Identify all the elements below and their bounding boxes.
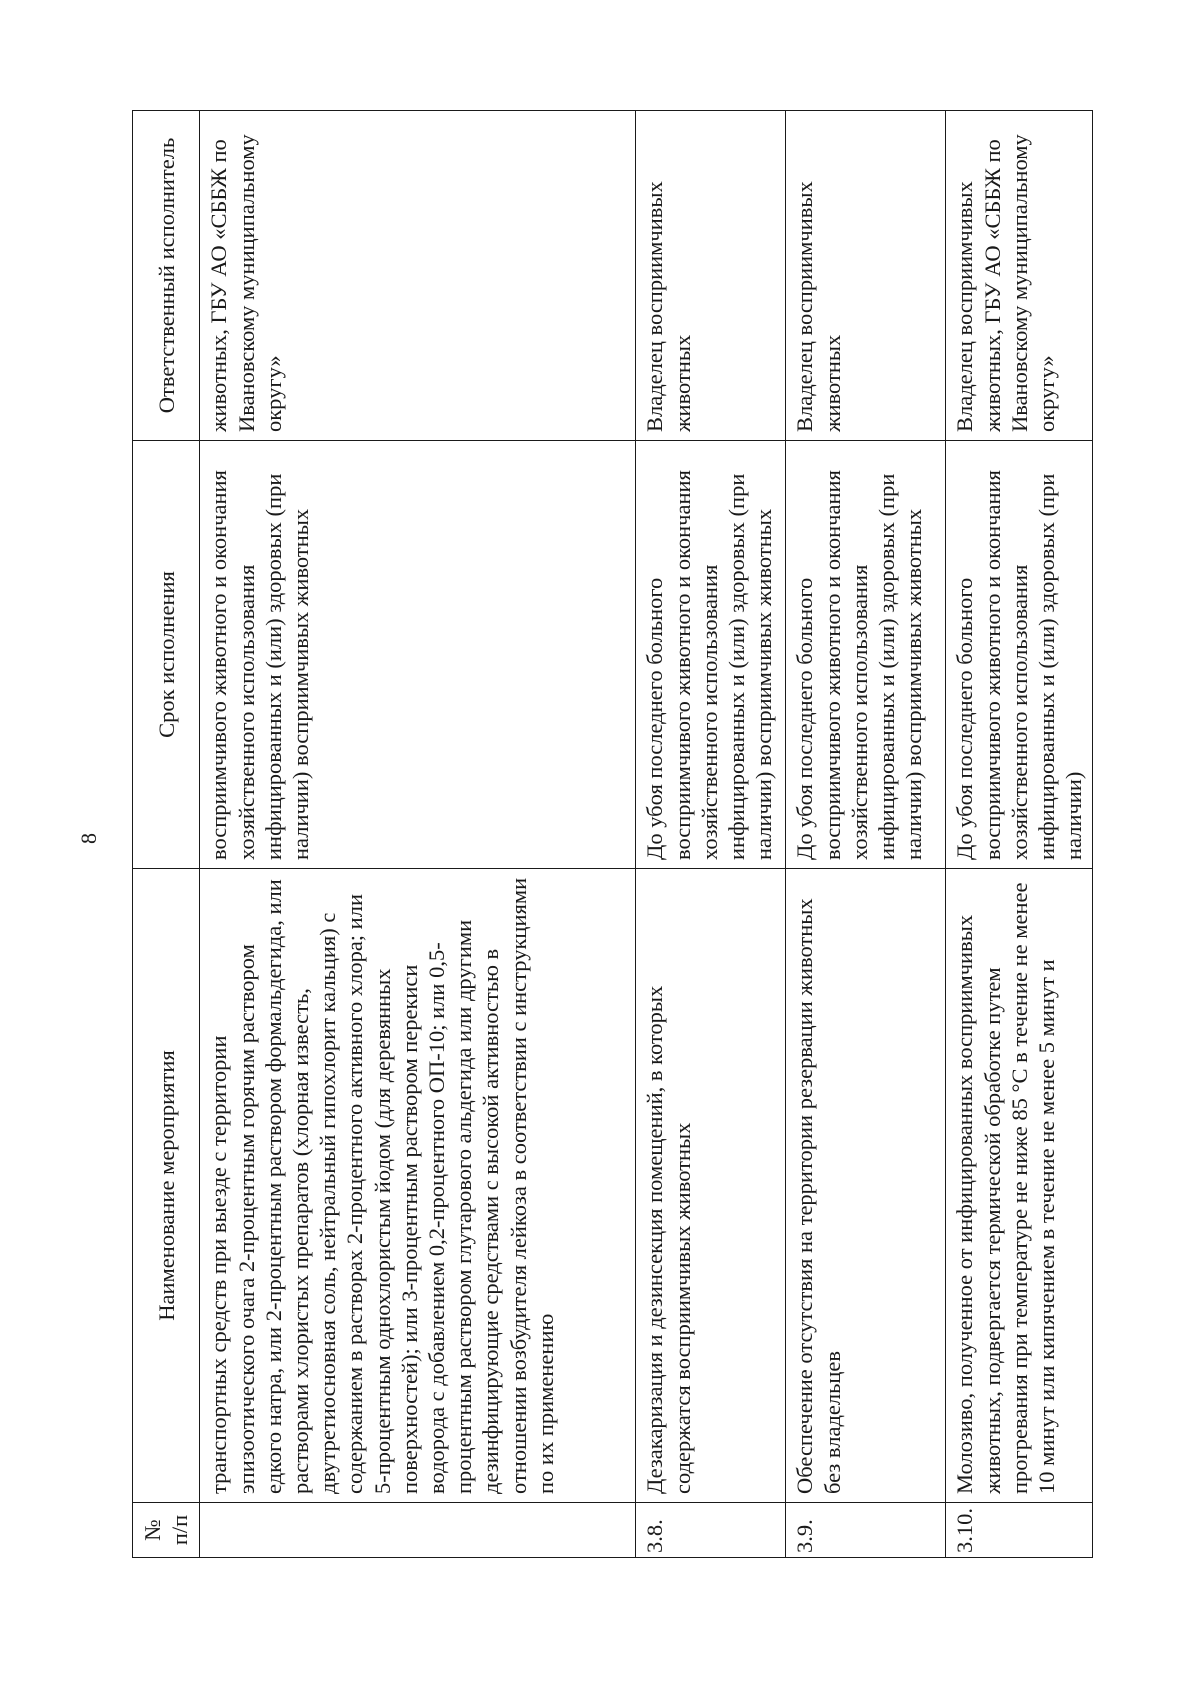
header-name: Наименование мероприятия xyxy=(133,869,200,1503)
header-num: № п/п xyxy=(133,1503,200,1558)
row-responsible: животных, ГБУ АО «СББЖ по Ивановскому муниципальному округу» xyxy=(200,111,636,441)
table-row xyxy=(200,111,636,1558)
header-term: Срок исполнения xyxy=(133,441,200,869)
row-name: Дезакаризация и дезинсекция помещений, в которых содержатся восприимчивых животных xyxy=(636,869,786,1503)
row-num: 3.9. xyxy=(786,1503,946,1558)
row-num: 3.8. xyxy=(636,1503,786,1558)
row-responsible: Владелец восприимчивых животных xyxy=(636,111,786,441)
row-term: До убоя последнего больного восприимчивого животного и окончания хозяйственного использования инфицированных и (или) здоровых (при наличии) xyxy=(946,441,1093,869)
table-row xyxy=(946,111,1093,1558)
table-row xyxy=(636,111,786,1558)
measures-table xyxy=(132,110,1093,1558)
row-responsible: Владелец восприимчивых животных, ГБУ АО «СББЖ по Ивановскому муниципальному округу» xyxy=(946,111,1093,441)
row-name: Обеспечение отсутствия на территории резервации животных без владельцев xyxy=(786,869,946,1503)
header-responsible: Ответственный исполнитель xyxy=(133,111,200,441)
row-num: 3.10. xyxy=(946,1503,1093,1558)
row-name: транспортных средств при выезде с территории эпизоотического очага 2-процентным горячим раствором едкого натра, или 2-процентным раствором формальдегида, или растворами хлористых препаратов (хлорная известь, двутретиосновная соль, нейтральный гипохлорит кальция) с содержанием в растворах 2-процентного активного хлора; или 5-процентным однохлористым йодом (для деревянных поверхностей); или 3-процентным раствором перекиси водорода с добавлением 0,2-процентного ОП-10; или 0,5-процентным раствором глутарового альдегида или другими дезинфицирующие средствами с высокой активностью в отношении возбудителя лейкоза в соответствии с инструкциями по их применению xyxy=(200,869,636,1503)
measures-table-wrapper xyxy=(132,111,1087,1558)
row-name: Молозиво, полученное от инфицированных восприимчивых животных, подвергается термической обработке путем прогревания при температуре не ниже 85 °С в течение не менее 10 минут или кипячением в течение не менее 5 минут и xyxy=(946,869,1093,1503)
row-responsible: Владелец восприимчивых животных xyxy=(786,111,946,441)
page-number: 8 xyxy=(76,833,101,844)
row-num xyxy=(200,1503,636,1558)
row-term: восприимчивого животного и окончания хозяйственного использования инфицированных и (или) здоровых (при наличии) восприимчивых животных xyxy=(200,441,636,869)
table-row xyxy=(786,111,946,1558)
row-term: До убоя последнего больного восприимчивого животного и окончания хозяйственного использования инфицированных и (или) здоровых (при наличии) восприимчивых животных xyxy=(786,441,946,869)
table-header-row xyxy=(133,111,200,1558)
row-term: До убоя последнего больного восприимчивого животного и окончания хозяйственного использования инфицированных и (или) здоровых (при наличии) восприимчивых животных xyxy=(636,441,786,869)
